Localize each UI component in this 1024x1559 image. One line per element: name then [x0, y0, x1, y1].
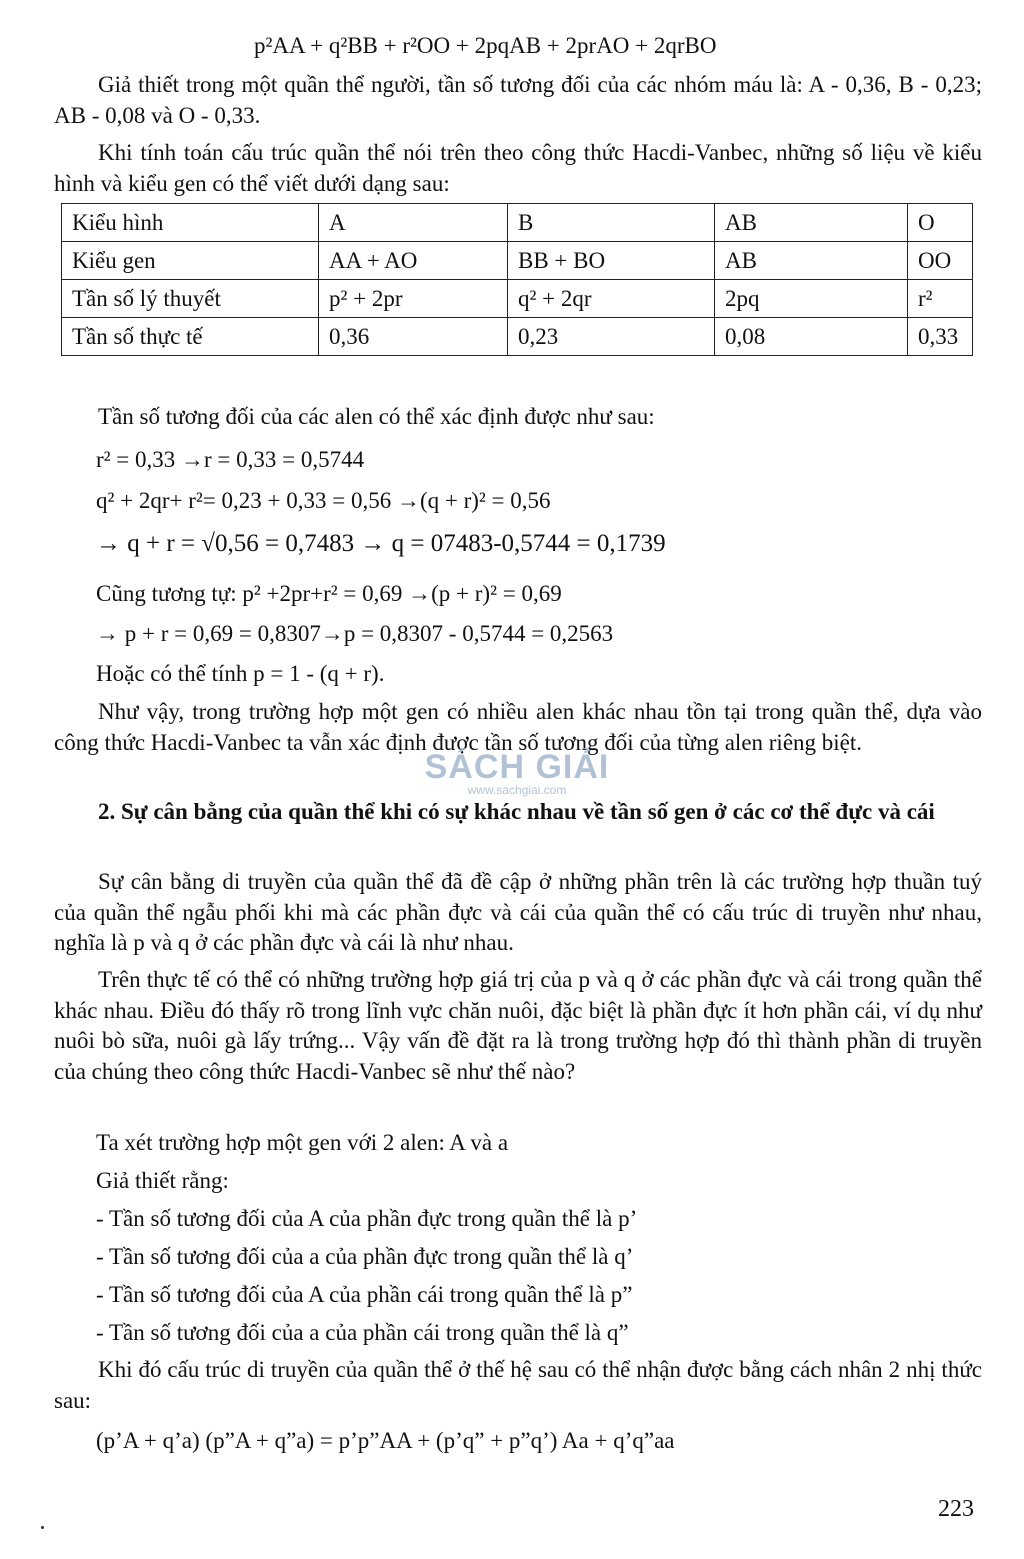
table-cell: AB	[715, 204, 908, 242]
equation-alt-p: Hoặc có thể tính p = 1 - (q + r).	[96, 661, 385, 686]
assume-line: Giả thiết rằng:	[96, 1168, 229, 1193]
binomial-formula: (p’A + q’a) (p”A + q”a) = p’p”AA + (p’q” + p”q’) Aa + q’q”aa	[96, 1428, 675, 1453]
calc-paragraph: Khi tính toán cấu trúc quần thể nói trên theo công thức Hacdi-Vanbec, những số liệu về kiểu hình và kiểu gen có thể viết dưới dạng sau:	[54, 140, 982, 196]
equation-q: → q + r = √0,56 = 0,7483 → q = 07483-0,5744 = 0,1739	[96, 530, 666, 557]
table-cell: 0,08	[715, 318, 908, 356]
section-heading: 2. Sự cân bằng của quần thể khi có sự khác nhau về tần số gen ở các cơ thể đực và cái	[98, 799, 935, 824]
table-row-header: Kiểu hình	[62, 204, 319, 242]
case-line: Ta xét trường hợp một gen với 2 alen: A và a	[96, 1130, 509, 1155]
bullet-item: - Tần số tương đối của a của phần cái trong quần thể là q”	[96, 1320, 629, 1345]
bullet-item: - Tần số tương đối của A của phần cái trong quần thể là p”	[96, 1282, 633, 1307]
balance-paragraph: Sự cân bằng di truyền của quần thể đã đề cập ở những phần trên là các trường hợp thuần tuý của quần thể ngẫu phối khi mà các phần đực và cái của quần thể có cấu trúc di truyền như nhau, nghĩa là p và q ở các phần đực và cái là như nhau.	[54, 869, 982, 955]
table-cell: 0,23	[508, 318, 715, 356]
table-cell: O	[908, 204, 973, 242]
table-cell: 0,36	[319, 318, 508, 356]
equation-p: → p + r = 0,69 = 0,8307→p = 0,8307 - 0,5744 = 0,2563	[96, 621, 614, 646]
table-cell: AA + AO	[319, 242, 508, 280]
table-row	[62, 280, 973, 318]
table-cell: AB	[715, 242, 908, 280]
equation-r: r² = 0,33 →r = 0,33 = 0,5744	[96, 447, 365, 472]
table-row	[62, 318, 973, 356]
genotype-formula: p²AA + q²BB + r²OO + 2pqAB + 2prAO + 2qrBO	[254, 33, 717, 58]
table-cell: 0,33	[908, 318, 973, 356]
summary-paragraph: Như vậy, trong trường hợp một gen có nhiều alen khác nhau tồn tại trong quần thể, dựa vào công thức Hacdi-Vanbec ta vẫn xác định được tần số tương đối của từng alen riêng biệt.	[54, 699, 982, 755]
watermark-logo-text: SÁCH GIẢI	[424, 748, 610, 786]
table-row-header: Tần số lý thuyết	[62, 280, 319, 318]
table-row-header: Kiểu gen	[62, 242, 319, 280]
table-cell: BB + BO	[508, 242, 715, 280]
table-cell: p² + 2pr	[319, 280, 508, 318]
table-cell: 2pq	[715, 280, 908, 318]
then-paragraph: Khi đó cấu trúc di truyền của quần thể ở thế hệ sau có thể nhận được bằng cách nhân 2 nhị thức sau:	[54, 1357, 982, 1413]
print-speck	[41, 1526, 44, 1529]
table-cell: A	[319, 204, 508, 242]
page-number: 223	[938, 1496, 974, 1522]
intro-paragraph: Giả thiết trong một quần thể người, tần số tương đối của các nhóm máu là: A - 0,36, B - 0,23; AB - 0,08 và O - 0,33.	[54, 72, 982, 128]
table-cell: OO	[908, 242, 973, 280]
bullet-item: - Tần số tương đối của a của phần đực trong quần thể là q’	[96, 1244, 634, 1269]
blood-group-table	[61, 203, 973, 356]
table-row	[62, 242, 973, 280]
table-row	[62, 204, 973, 242]
table-cell: r²	[908, 280, 973, 318]
watermark-url: www.sachgiai.com	[467, 783, 567, 797]
table-cell: B	[508, 204, 715, 242]
allele-paragraph: Tần số tương đối của các alen có thể xác định được như sau:	[98, 404, 655, 429]
bullet-item: - Tần số tương đối của A của phần đực trong quần thể là p’	[96, 1206, 638, 1231]
reality-paragraph: Trên thực tế có thể có những trường hợp giá trị của p và q ở các phần đực và cái trong quần thể khác nhau. Điều đó thấy rõ trong lĩnh vực chăn nuôi, đặc biệt là phần đực ít hơn phần cái, ví dụ như nuôi bò sữa, nuôi gà lấy trứng... Vậy vấn đề đặt ra là trong trường hợp đó thì thành phần di truyền của chúng theo công thức Hacdi-Vanbec sẽ như thế nào?	[54, 967, 982, 1084]
watermark-logo	[412, 748, 622, 797]
table-row-header: Tần số thực tế	[62, 318, 319, 356]
equation-q-plus-r: q² + 2qr+ r²= 0,23 + 0,33 = 0,56 →(q + r)² = 0,56	[96, 488, 551, 513]
table-cell: q² + 2qr	[508, 280, 715, 318]
equation-p-plus-r: Cũng tương tự: p² +2pr+r² = 0,69 →(p + r)² = 0,69	[96, 581, 562, 606]
